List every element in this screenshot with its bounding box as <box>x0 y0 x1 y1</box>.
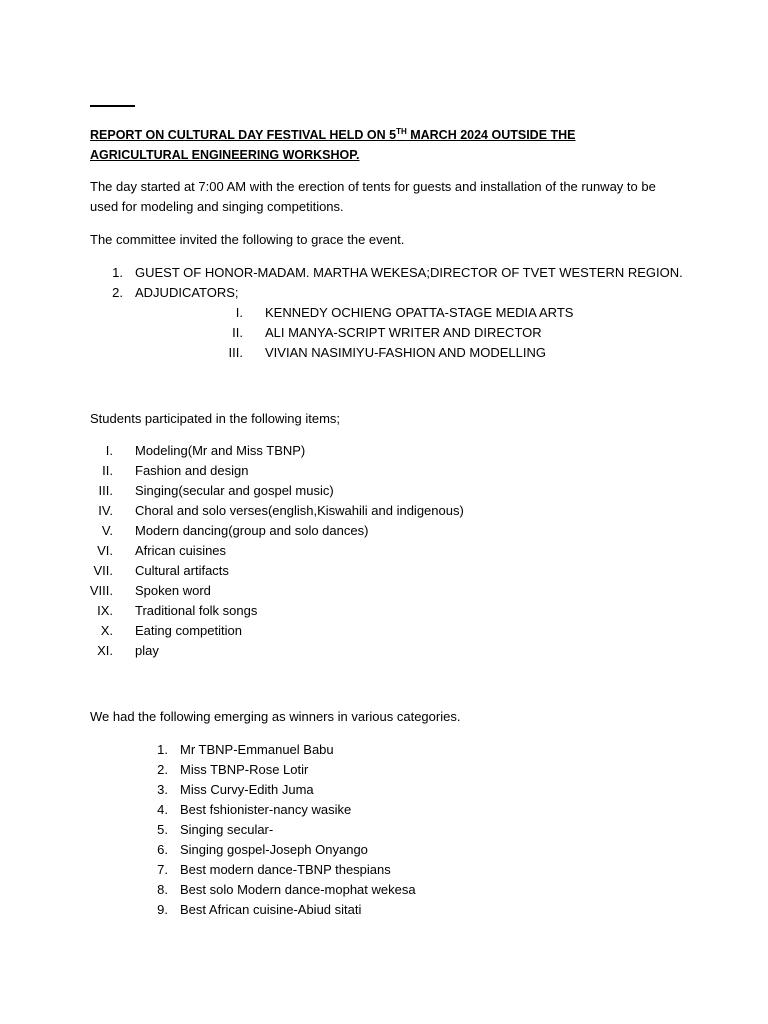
list-number: 7. <box>157 862 168 877</box>
list-number: III. <box>98 483 113 498</box>
list-item-text: play <box>135 643 159 658</box>
list-item-text: African cuisines <box>135 543 227 558</box>
list-number: 5. <box>157 822 168 837</box>
list-number: IV. <box>98 503 113 518</box>
list-item-text: Choral and solo verses(english,Kiswahili and indigenous) <box>135 503 464 518</box>
list-number: VI. <box>97 543 113 558</box>
list-item-text: Eating competition <box>135 623 242 638</box>
list-item-text: Best modern dance-TBNP thespians <box>180 862 391 877</box>
list-item-text: Singing(secular and gospel music) <box>135 483 334 498</box>
list-number: VIII. <box>89 583 113 598</box>
title-text-rest: MARCH 2024 OUTSIDE THE AGRICULTURAL ENGINEERING WORKSHOP. <box>90 128 576 162</box>
list-number: 2. <box>112 285 123 300</box>
list-item-text: Singing secular- <box>180 822 274 837</box>
list-item-text: Modern dancing(group and solo dances) <box>135 523 369 538</box>
report-title <box>90 125 650 165</box>
list-item-text: GUEST OF HONOR-MADAM. MARTHA WEKESA;DIRECTOR OF TVET WESTERN REGION. <box>135 265 683 280</box>
list-number: II. <box>232 325 243 340</box>
list-number: V. <box>101 523 113 538</box>
list-item-text: Fashion and design <box>135 463 249 478</box>
list-number: 6. <box>157 842 168 857</box>
list-number: II. <box>102 463 113 478</box>
title-superscript: TH <box>396 127 407 136</box>
list-item-text: KENNEDY OCHIENG OPATTA-STAGE MEDIA ARTS <box>265 305 574 320</box>
list-item-text: Modeling(Mr and Miss TBNP) <box>135 443 306 458</box>
list-number: 9. <box>157 902 168 917</box>
list-item-text: Miss TBNP-Rose Lotir <box>180 762 309 777</box>
committee-paragraph: The committee invited the following to grace the event. <box>90 232 405 247</box>
list-number: 1. <box>157 742 168 757</box>
intro-paragraph: The day started at 7:00 AM with the erection of tents for guests and installation of the runway to be used for modeling and singing competitions. <box>90 179 656 214</box>
list-number: III. <box>228 345 243 360</box>
title-text: REPORT ON CULTURAL DAY FESTIVAL HELD ON 5 <box>90 128 397 142</box>
list-item-text: VIVIAN NASIMIYU-FASHION AND MODELLING <box>265 345 546 360</box>
list-number: I. <box>235 305 243 320</box>
winners-paragraph: We had the following emerging as winners in various categories. <box>90 709 461 724</box>
list-item-text: ALI MANYA-SCRIPT WRITER AND DIRECTOR <box>265 325 542 340</box>
list-number: 4. <box>157 802 168 817</box>
list-number: 8. <box>157 882 168 897</box>
list-item-text: Best fshionister-nancy wasike <box>180 802 352 817</box>
list-number: 2. <box>157 762 168 777</box>
list-item-text: Traditional folk songs <box>135 603 258 618</box>
list-number: I. <box>105 443 113 458</box>
header-rule <box>90 105 135 107</box>
list-item-text: Spoken word <box>135 583 211 598</box>
list-number: 3. <box>157 782 168 797</box>
list-number: VII. <box>93 563 113 578</box>
list-item-text: Cultural artifacts <box>135 563 229 578</box>
list-item-text: Singing gospel-Joseph Onyango <box>180 842 368 857</box>
list-item-text: Miss Curvy-Edith Juma <box>180 782 314 797</box>
list-number: IX. <box>97 603 113 618</box>
list-item-text: Best solo Modern dance-mophat wekesa <box>180 882 416 897</box>
list-number: XI. <box>97 643 113 658</box>
list-item-text: ADJUDICATORS; <box>135 285 239 300</box>
list-item-text: Mr TBNP-Emmanuel Babu <box>180 742 334 757</box>
list-item-text: Best African cuisine-Abiud sitati <box>180 902 362 917</box>
students-paragraph: Students participated in the following items; <box>90 411 341 426</box>
list-number: X. <box>100 623 113 638</box>
list-number: 1. <box>112 265 123 280</box>
